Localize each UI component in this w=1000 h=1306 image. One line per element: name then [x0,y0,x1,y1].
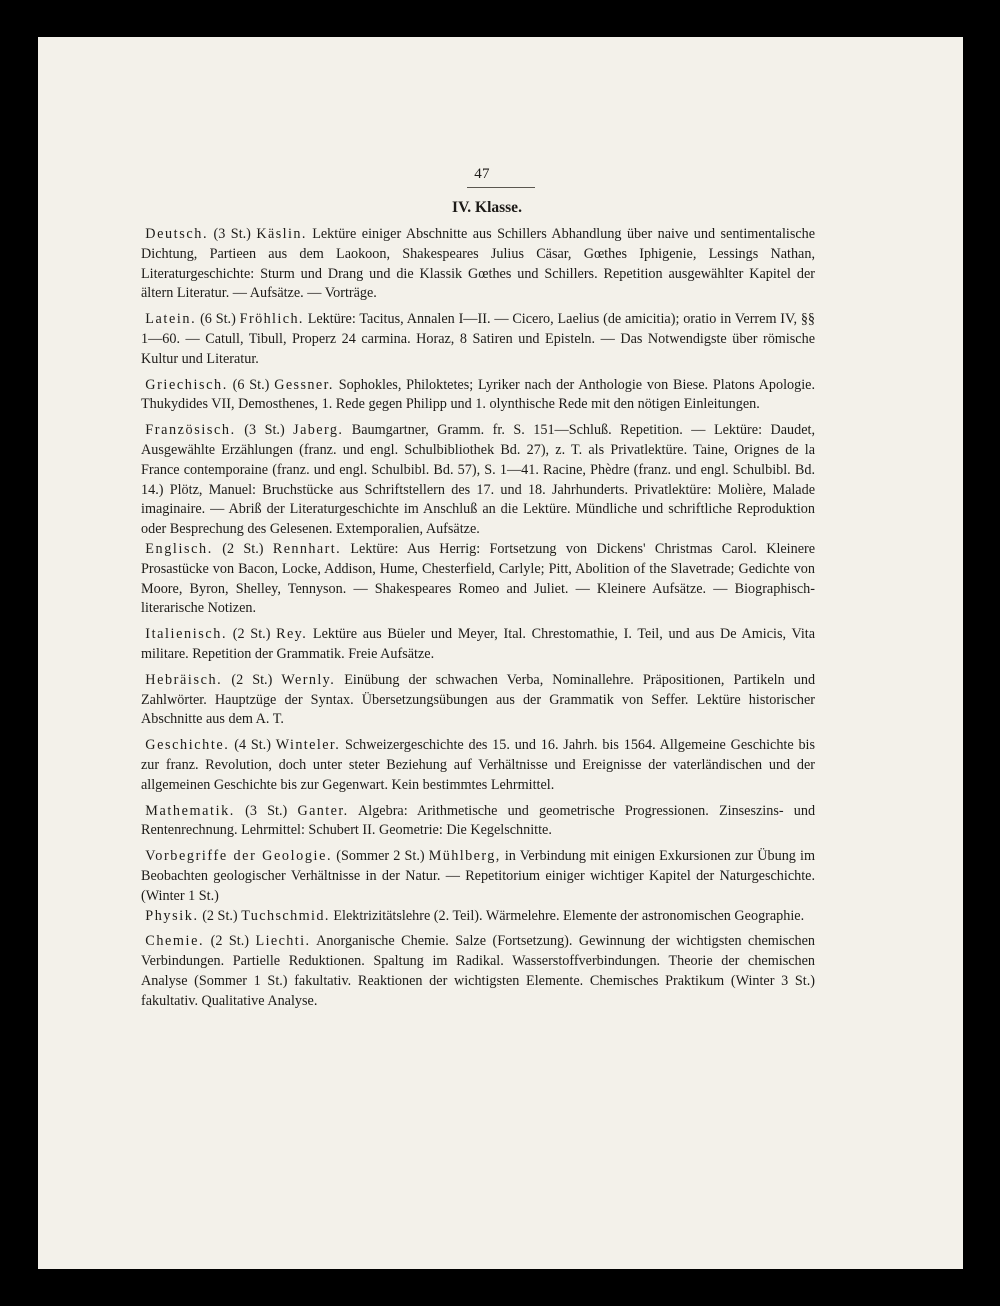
section-text: Lektüre aus Büeler und Meyer, Ital. Chrestomathie, I. Teil, und aus De Amicis, Vita militare. Repetition der Grammatik. Freie Aufsätze. [141,626,816,662]
teacher-name: Ganter. [297,802,349,819]
teacher-name: Rey. [276,626,308,643]
section-englisch [141,540,815,619]
section-text: Sophokles, Philoktetes; Lyriker nach der Anthologie von Biese. Platons Apologie. Thukydides VII, Demosthenes, 1. Rede gegen Philipp und 1. olynthische Rede mit den nötigen Einleitungen. [141,376,816,413]
subject-hours: (3 St.) [213,226,251,242]
subject-name: Physik. [145,907,199,924]
teacher-name: Käslin. [256,226,307,242]
subject-name: Vorbegriffe der Geologie. [145,848,333,865]
section-text: in Verbindung mit einigen Exkursionen zur Übung im Beobachten geologischer Verhältnisse in der Natur. — Repetitorium einiger wichtiger Kapitel der Naturgeschichte. (Winter 1 St.) [141,848,816,904]
section-text: Lektüre: Aus Herrig: Fortsetzung von Dickens' Christmas Carol. Kleinere Prosastücke von Bacon, Locke, Addison, Hume, Chesterfield, Carlyle; Pitt, Abolition of the Slavetrade; Gedichte von Moore, Byron, Shelley, Tennyson. — Shakespeares Romeo and Juliet. — Kleinere Aufsätze. — Biographisch-literarische Notizen. [141,540,816,617]
section-physik [141,907,815,927]
section-geologie [141,847,815,906]
subject-name: Deutsch. [145,226,209,242]
subject-hours: (Sommer 2 St.) [336,848,425,865]
subject-hours: (3 St.) [245,802,288,819]
scanned-page [38,37,963,1269]
subject-name: Griechisch. [145,376,228,393]
section-text: Schweizergeschichte des 15. und 16. Jahrh. bis 1564. Allgemeine Geschichte bis zur franz. Revolution, doch unter steter Beziehung auf Verhältnisse und Ereignisse der vaterländischen und der allgemeinen Geschichte bis zur Gegenwart. Kein bestimmtes Lehrmittel. [141,737,816,793]
section-text: Lektüre einiger Abschnitte aus Schillers Abhandlung über naive und sentimentalische Dichtung, Partieen aus dem Laokoon, Shakespeares Julius Cäsar, Gœthes Iphigenie, Lessings Nathan, Literaturgeschichte: Sturm und Drang und die Klassik Gœthes und Schillers. Repetition ausgewählter Kapitel der ältern Literatur. — Aufsätze. — Vorträge. [141,226,816,302]
subject-hours: (6 St.) [200,311,236,328]
subject-hours: (2 St.) [210,933,250,950]
section-text: Baumgartner, Gramm. fr. S. 151—Schluß. Repetition. — Lektüre: Daudet, Ausgewählte Erzählungen (franz. und engl. Schulbibliothek Bd. 27), z. T. als Privatlektüre. Taine, Orignes de la France contemporaine (franz. und engl. Schulbibl. Bd. 57), S. 1—41. Racine, Phèdre (franz. und engl. Schulbibl. Bd. 14.) Plötz, Manuel: Bruchstücke aus Schriftstellern des 17. und 18. Jahrhunderts. Privatlektüre: Molière, Malade imaginaire. — Abriß der Literaturgeschichte im Anschluß an die Lektüre. Mündliche und schriftliche Reproduktion oder Besprechung des Gelesenen. Extemporalien, Aufsätze. [141,422,816,538]
subject-name: Latein. [145,311,197,328]
section-text: Algebra: Arithmetische und geometrische Progressionen. Zinseszins- und Rentenrechnung. Lehrmittel: Schubert II. Geometrie: Die Kegelschnitte. [141,802,816,839]
teacher-name: Jaberg. [293,422,344,439]
subject-name: Italienisch. [145,626,228,643]
teacher-name: Gessner. [274,376,334,393]
teacher-name: Wernly. [281,671,336,688]
section-italienisch [141,625,815,665]
section-chemie [141,932,815,1011]
teacher-name: Tuchschmid. [241,907,330,924]
subject-hours: (2 St.) [231,671,273,688]
text-block [141,165,815,1011]
section-griechisch [141,376,815,416]
teacher-name: Fröhlich. [239,311,304,328]
section-deutsch [141,225,815,304]
page-number-rule [467,187,535,188]
section-text: Einübung der schwachen Verba, Nominallehre. Präpositionen, Partikeln und Zahlwörter. Hauptzüge der Syntax. Übersetzungsübungen aus der Grammatik von Seffer. Lektüre historischer Abschnitte aus dem A. T. [141,671,816,728]
section-geschichte [141,736,815,795]
section-mathematik [141,802,815,842]
teacher-name: Mühlberg, [428,848,501,865]
subject-name: Chemie. [145,933,205,950]
subject-hours: (4 St.) [234,737,271,754]
section-latein [141,310,815,369]
section-text: Elektrizitätslehre (2. Teil). Wärmelehre. Elemente der astronomischen Geographie. [333,907,805,924]
page-number: 47 [474,166,490,182]
subject-name: Hebräisch. [145,671,223,688]
subject-hours: (2 St.) [202,907,238,924]
class-heading: IV. Klasse. [452,199,522,216]
subject-name: Englisch. [145,540,213,557]
subject-name: Französisch. [145,422,236,439]
section-franzoesisch [141,421,815,540]
section-text: Anorganische Chemie. Salze (Fortsetzung). Gewinnung der wichtigsten chemischen Verbindungen. Partielle Reduktionen. Spaltung im Radikal. Wasserstoffverbindungen. Theorie der chemischen Analyse (Sommer 1 St.) fakultativ. Reaktionen der wichtigsten Elemente. Chemisches Praktikum (Winter 3 St.) fakultativ. Qualitative Analyse. [141,933,816,1009]
subject-hours: (2 St.) [222,540,264,557]
subject-name: Geschichte. [145,737,230,754]
subject-name: Mathematik. [145,802,235,819]
subject-hours: (6 St.) [232,376,270,393]
teacher-name: Rennhart. [272,540,342,557]
section-text: Lektüre: Tacitus, Annalen I—II. — Cicero, Laelius (de amicitia); oratio in Verrem IV, §§ 1—60. — Catull, Tibull, Properz 24 carmina. Horaz, 8 Satiren und Episteln. — Das Notwendigste über römische Kultur und Literatur. [141,311,816,367]
subject-hours: (3 St.) [244,422,285,439]
subject-hours: (2 St.) [232,626,271,643]
teacher-name: Liechti. [255,933,311,950]
section-hebraeisch [141,671,815,730]
teacher-name: Winteler. [275,737,341,754]
